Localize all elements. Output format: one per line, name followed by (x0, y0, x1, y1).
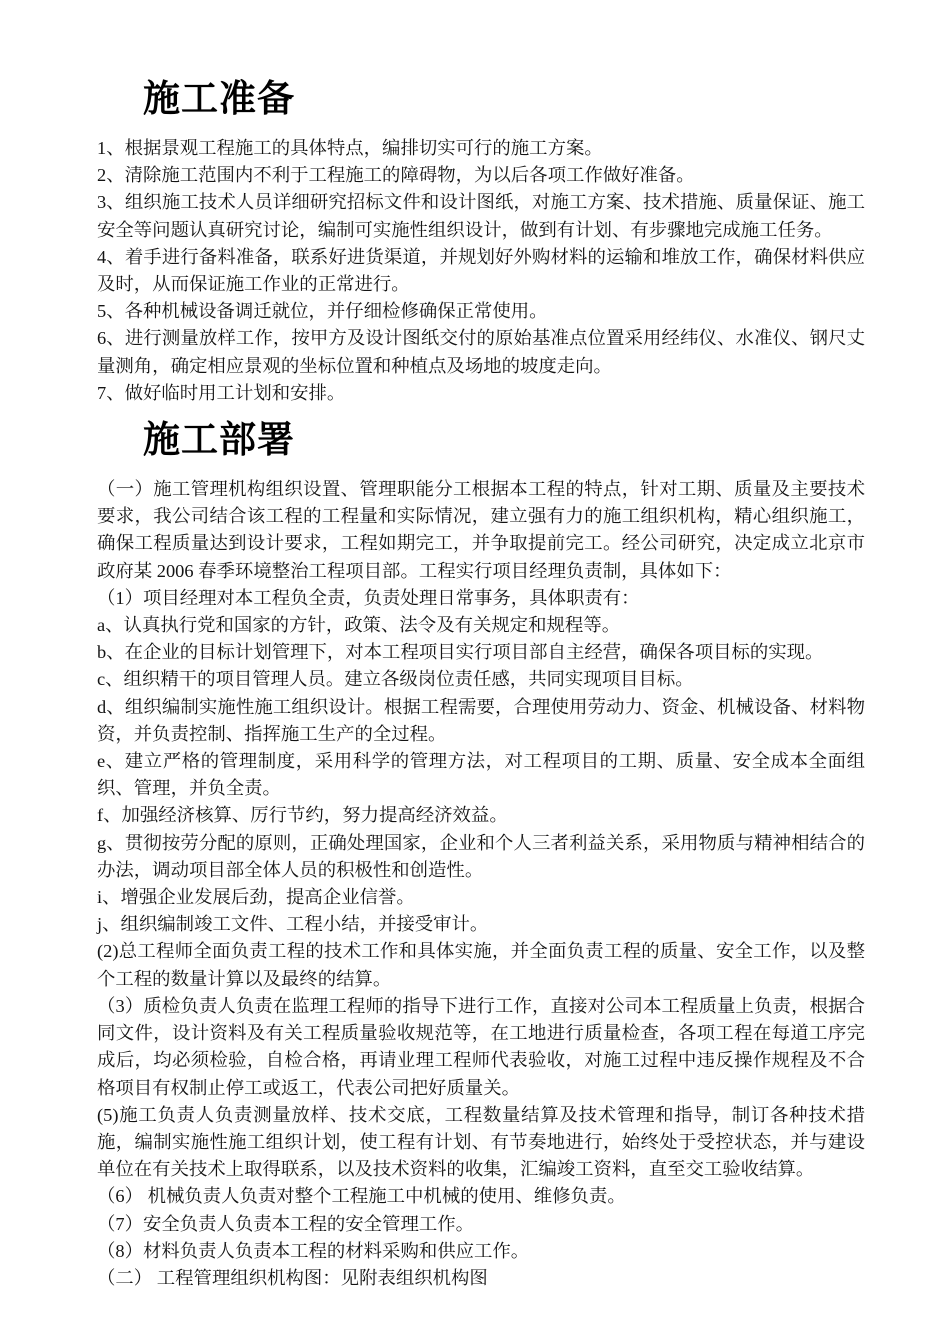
paragraph: 5、各种机械设备调迁就位，并仔细检修确保正常使用。 (97, 301, 548, 322)
section-title: 施工准备 (143, 77, 295, 120)
paragraph: 3、组织施工技术人员详细研究招标文件和设计图纸，对施工方案、技术措施、质量保证、施工安全等问题认真研究讨论，编制可实施性组织设计，做到有计划、有步骤地完成施工任务。 (97, 192, 865, 240)
paragraph: （7）安全负责人负责本工程的安全管理工作。 (97, 1213, 475, 1234)
paragraph: g、贯彻按劳分配的原则，正确处理国家，企业和个人三者利益关系，采用物质与精神相结合的办法，调动项目部全体人员的积极性和创造性。 (97, 832, 865, 880)
paragraph: （1）项目经理对本工程负全责，负责处理日常事务，具体职责有： (97, 587, 640, 608)
paragraph: （3）质检负责人负责在监理工程师的指导下进行工作，直接对公司本工程质量上负责，根据合同文件，设计资料及有关工程质量验收规范等，在工地进行质量检查，各项工程在每道工序完成后，均必须检验，自检合格，再请业理工程师代表验收，对施工过程中违反操作规程及不合格项目有权制止停工或返工，代表公司把好质量关。 (97, 995, 865, 1098)
paragraph: d、组织编制实施性施工组织设计。根据工程需要，合理使用劳动力、资金、机械设备、材料物资，并负责控制、指挥施工生产的全过程。 (97, 696, 865, 744)
paragraph: 4、着手进行备料准备，联系好进货渠道，并规划好外购材料的运输和堆放工作，确保材料供应及时，从而保证施工作业的正常进行。 (97, 246, 865, 295)
paragraph: c、组织精干的项目管理人员。建立各级岗位责任感，共同实现项目目标。 (97, 669, 694, 690)
paragraph: b、在企业的目标计划管理下，对本工程项目实行项目部自主经营，确保各项目标的实现。 (97, 642, 824, 663)
section-construction-preparation (97, 76, 865, 407)
paragraph: 6、进行测量放样工作，按甲方及设计图纸交付的原始基准点位置采用经纬仪、水准仪、钢尺丈量测角，确定相应景观的坐标位置和种植点及场地的坡度走向。 (97, 328, 865, 376)
paragraph: (2)总工程师全面负责工程的技术工作和具体实施，并全面负责工程的质量、安全工作，以及整个工程的数量计算以及最终的结算。 (97, 941, 865, 989)
paragraph: e、建立严格的管理制度，采用科学的管理方法，对工程项目的工期、质量、安全成本全面组织、管理，并负全责。 (97, 751, 865, 799)
section-construction-deployment (97, 417, 865, 1292)
paragraph: （8）材料负责人负责本工程的材料采购和供应工作。 (97, 1240, 530, 1261)
paragraph: 2、清除施工范围内不利于工程施工的障碍物，为以后各项工作做好准备。 (97, 165, 695, 186)
paragraph: f、加强经济核算、厉行节约，努力提高经济效益。 (97, 805, 508, 826)
paragraph: （一）施工管理机构组织设置、管理职能分工根据本工程的特点，针对工期、质量及主要技术要求，我公司结合该工程的工程量和实际情况，建立强有力的施工组织机构，精心组织施工，确保工程质量达到设计要求，工程如期完工，并争取提前完工。经公司研究，决定成立北京市政府某 2006 春季环境整治工程项目部。工程实行项目经理负责制，具体如下： (97, 479, 865, 581)
paragraph: 1、根据景观工程施工的具体特点，编排切实可行的施工方案。 (97, 138, 603, 158)
paragraph: a、认真执行党和国家的方针，政策、法令及有关规定和规程等。 (97, 615, 621, 636)
paragraph: （二） 工程管理组织机构图：见附表组织机构图 (97, 1267, 488, 1288)
paragraph: 7、做好临时用工计划和安排。 (97, 382, 346, 403)
paragraph: （6） 机械负责人负责对整个工程施工中机械的使用、维修负责。 (97, 1186, 626, 1207)
paragraph: (5)施工负责人负责测量放样、技术交底，工程数量结算及技术管理和指导，制订各种技术措施，编制实施性施工组织计划，使工程有计划、有节奏地进行，始终处于受控状态，并与建设单位在有关技术上取得联系，以及技术资料的收集，汇编竣工资料，直至交工验收结算。 (97, 1104, 865, 1180)
paragraph: j、组织编制竣工文件、工程小结，并接受审计。 (97, 914, 489, 935)
section-title: 施工部署 (143, 418, 295, 462)
paragraph: i、增强企业发展后劲，提高企业信誉。 (97, 887, 415, 908)
